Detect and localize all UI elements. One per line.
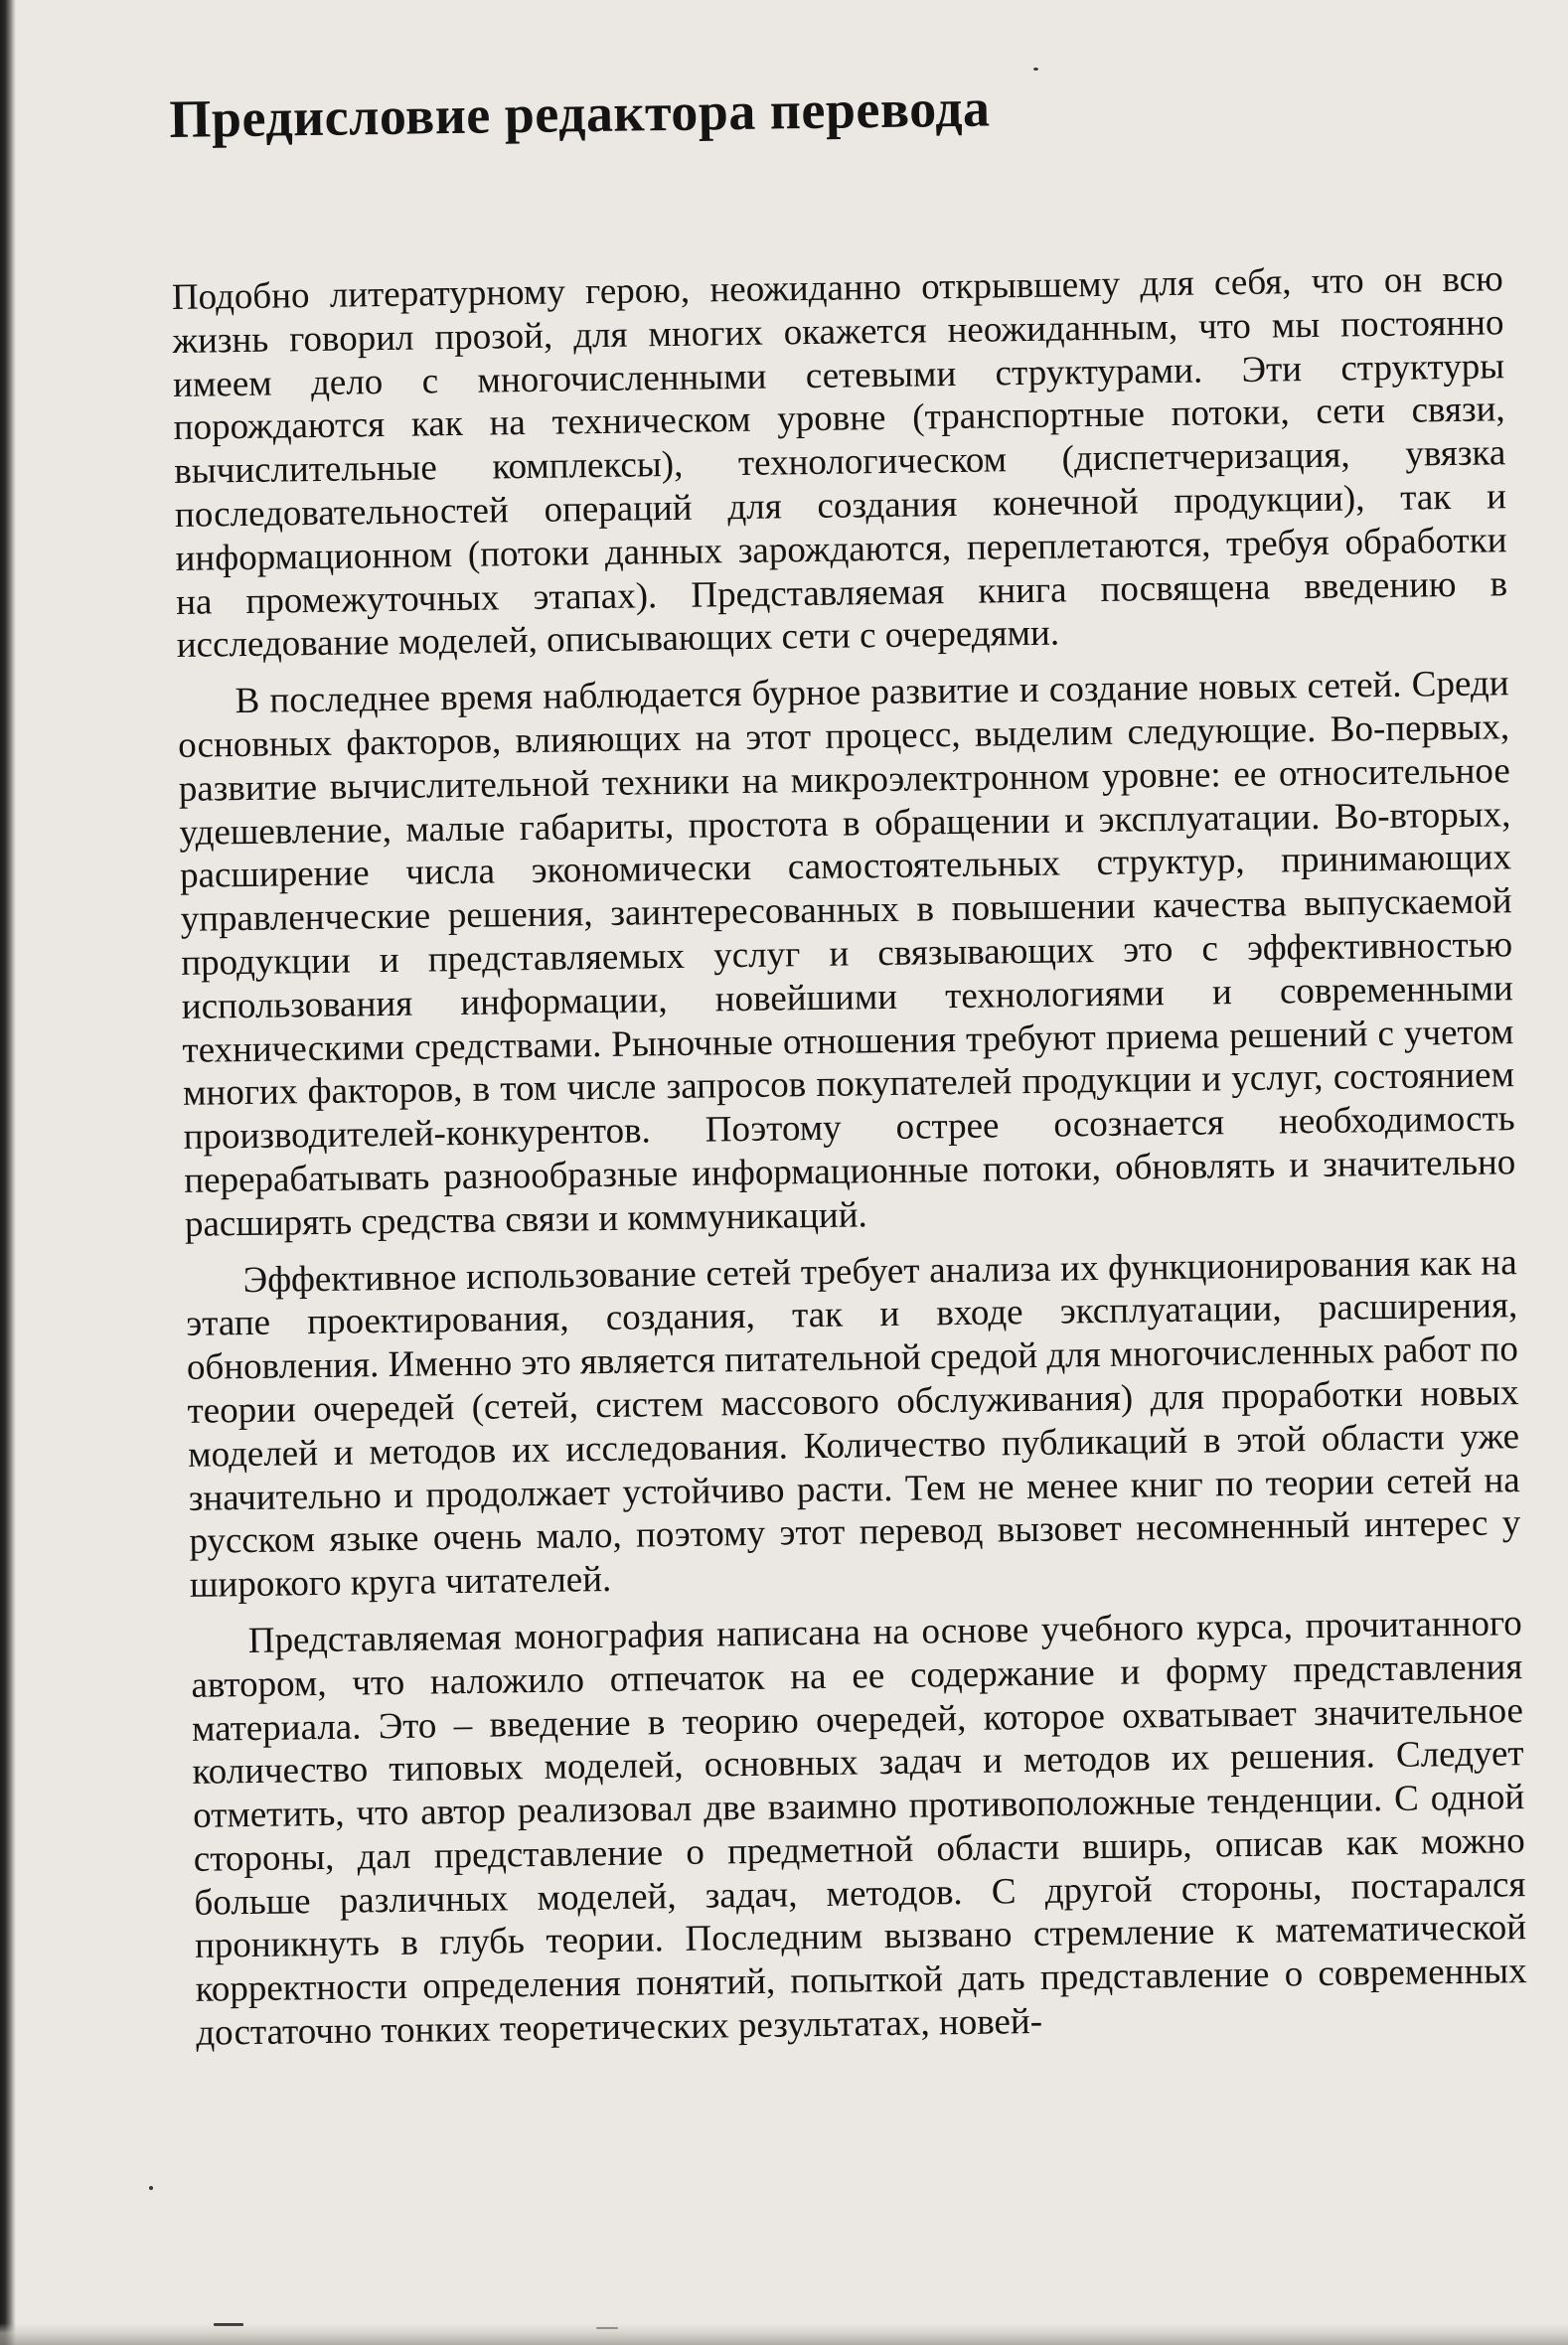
paragraph-4: Представляемая монография написана на основе учебного курса, прочитанного автором, что наложило отпечаток на ее содержание и форму представления материала. Это – введение в теорию очередей, которое охватывает значительное количество типовых моделей, основных задач и методов их решения. Следует отметить, что автор реализовал две взаимно противоположные тенденции. С одной стороны, дал представление о предметной области вширь, описав как можно больше различных моделей, задач, методов. С другой стороны, постарался проникнуть в глубь теории. Последним вызвано стремление к математической корректности определения понятий, попыткой дать представление о современных достаточно тонких теоретических результатах, новей- (191, 1603, 1527, 2054)
paragraph-2: В последнее время наблюдается бурное развитие и создание новых сетей. Среди основных факторов, влияющих на этот процесс, выделим следующие. Во-первых, развитие вычислительной техники на микроэлектронном уровне: ее относительное удешевление, малые габариты, простота в обращении и эксплуатации. Во-вторых, расширение числа экономически самостоятельных структур, принимающих управленческие решения, заинтересованных в повышении качества выпускаемой продукции и представляемых услуг и связывающих это с эффективностью использования информации, новейшими технологиями и современными техническими средствами. Рыночные отношения требуют приема решений с учетом многих факторов, в том числе запросов покупателей продукции и услуг, состоянием производителей-конкурентов. Поэтому острее осознается необходимость перерабатывать разнообразные информационные потоки, обновлять и значительно расширять средства связи и коммуникаций. (177, 663, 1516, 1245)
scan-speck (149, 2186, 153, 2190)
binding-shadow (0, 0, 16, 2345)
paragraph-3: Эффективное использование сетей требует анализа их функционирования как на этапе проектирования, создания, так и входе эксплуатации, расширения, обновления. Именно это является питательной средой для многочисленных работ по теории очередей (сетей, систем массового обслуживания) для проработки новых моделей и методов их исследования. Количество публикаций в этой области уже значительно и продолжает устойчиво расти. Тем не менее книг по теории сетей на русском языке очень мало, поэтому этот перевод вызовет несомненный интерес у широкого круга читателей. (186, 1241, 1521, 1606)
scan-speck (1033, 68, 1038, 71)
page-text-block (169, 71, 1528, 2068)
page-bottom-edge (0, 2323, 1568, 2345)
chapter-title: Предисловие редактора перевода (169, 78, 991, 149)
paragraph-1: Подобно литературному герою, неожиданно открывшему для себя, что он всю жизнь говорил прозой, для многих окажется неожиданным, что мы постоянно имеем дело с многочисленными сетевыми структурами. Эти структуры порождаются как на техническом уровне (транспортные потоки, сети связи, вычислительные комплексы), технологическом (диспетчеризация, увязка последовательностей операций для создания конечной продукции), так и информационном (потоки данных зарождаются, переплетаются, требуя обработки на промежуточных этапах). Представляемая книга посвящена введению в исследование моделей, описывающих сети с очередями. (171, 258, 1508, 667)
